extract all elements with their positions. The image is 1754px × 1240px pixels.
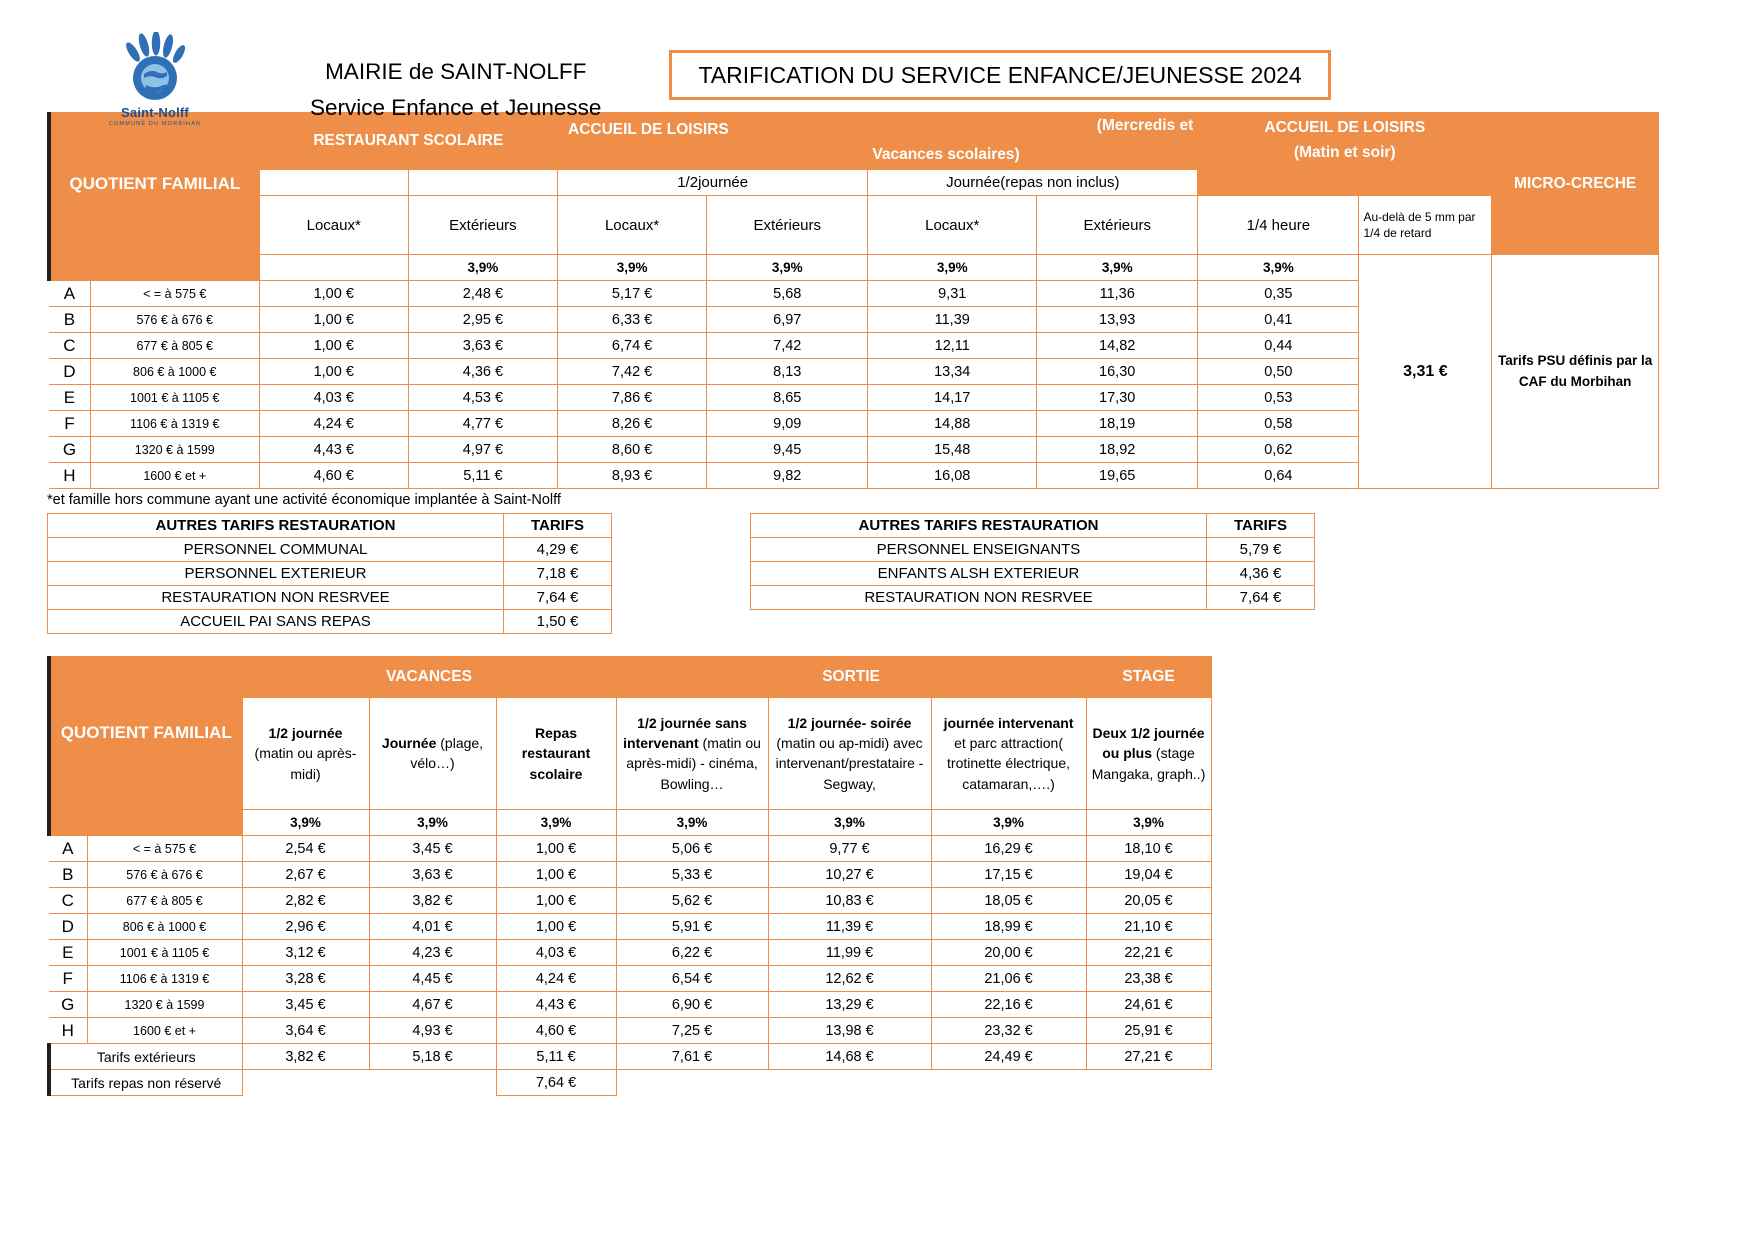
- cell-restaurant-exterieurs: 4,36 €: [408, 359, 557, 385]
- cell-vac-journee: 4,93 €: [369, 1018, 496, 1044]
- cell-sortie-intervenant: 17,15 €: [931, 862, 1086, 888]
- cell-vac-journee: 4,23 €: [369, 940, 496, 966]
- pct-quart-heure: 3,9%: [1198, 255, 1359, 281]
- pct-sortie-sans: 3,9%: [616, 810, 768, 836]
- group-loisirs-matin-soir-line2: (Matin et soir): [1293, 144, 1396, 161]
- category-letter-2: A: [49, 836, 87, 862]
- autres-right-header-row: [751, 514, 1315, 538]
- cell-sortie-sans: 5,62 €: [616, 888, 768, 914]
- cell-demi-exterieurs: 9,09: [707, 411, 868, 437]
- cell-vac-journee: 4,01 €: [369, 914, 496, 940]
- cell-sortie-intervenant: 18,99 €: [931, 914, 1086, 940]
- autres-right-row-value: 5,79 €: [1207, 538, 1315, 562]
- colhead-vac-repas: Repas restaurant scolaire: [496, 697, 616, 809]
- cell-sortie-soiree: 13,98 €: [768, 1018, 931, 1044]
- tarifs-principaux-section: [47, 112, 1754, 489]
- autres-left-row-value: 7,18 €: [504, 562, 612, 586]
- cell-quart-heure: 0,35: [1198, 281, 1359, 307]
- cell-vac-demi: 2,96 €: [242, 914, 369, 940]
- cell-restaurant-exterieurs: 5,11 €: [408, 463, 557, 489]
- cell-restaurant-locaux: 1,00 €: [259, 333, 408, 359]
- tarif-retard-value: 3,31 €: [1359, 255, 1492, 489]
- cell-journee-exterieurs: 19,65: [1037, 463, 1198, 489]
- cell-restaurant-locaux: 4,24 €: [259, 411, 408, 437]
- category-letter-2: E: [49, 940, 87, 966]
- logo-name: Saint-Nolff: [121, 105, 189, 120]
- quotient-range-2: 677 € à 805 €: [87, 888, 242, 914]
- orange-filler-3: [49, 810, 242, 836]
- ext-sortie-soiree: 14,68 €: [768, 1044, 931, 1070]
- cell-restaurant-exterieurs: 2,48 €: [408, 281, 557, 307]
- quotient-range-2: 1001 € à 1105 €: [87, 940, 242, 966]
- tarifs-principaux-table: [47, 112, 1659, 489]
- cell-sortie-sans: 7,25 €: [616, 1018, 768, 1044]
- orange-filler-2: [49, 255, 259, 281]
- tarifs-exterieurs-row: [49, 1044, 1211, 1070]
- category-letter-2: G: [49, 992, 87, 1018]
- cell-vac-repas: 4,60 €: [496, 1018, 616, 1044]
- cell-restaurant-locaux: 4,60 €: [259, 463, 408, 489]
- list-item: [751, 538, 1315, 562]
- cell-vac-demi: 2,67 €: [242, 862, 369, 888]
- footnote-text: *et famille hors commune ayant une activité économique implantée à Saint-Nolff: [47, 492, 561, 508]
- cell-sortie-intervenant: 16,29 €: [931, 836, 1086, 862]
- page-title: TARIFICATION DU SERVICE ENFANCE/JEUNESSE 2024: [698, 61, 1302, 88]
- ext-vac-journee: 5,18 €: [369, 1044, 496, 1070]
- cell-sortie-intervenant: 21,06 €: [931, 966, 1086, 992]
- colhead-stage-deux-demi: Deux 1/2 journée ou plus (stage Mangaka, graph..): [1086, 697, 1211, 809]
- cell-vac-demi: 3,45 €: [242, 992, 369, 1018]
- group-sortie: SORTIE: [616, 657, 1086, 698]
- cell-restaurant-locaux: 1,00 €: [259, 281, 408, 307]
- cell-vac-demi: 3,12 €: [242, 940, 369, 966]
- table1-percent-row: [49, 255, 1659, 281]
- autres-tarifs-left: [47, 513, 612, 634]
- autres-right-header-value: TARIFS: [1207, 514, 1315, 538]
- nr-blank-5: [931, 1070, 1086, 1096]
- cell-demi-locaux: 6,74 €: [558, 333, 707, 359]
- cell-quart-heure: 0,41: [1198, 307, 1359, 333]
- autres-tarifs-right-table: [750, 513, 1315, 610]
- category-letter-2: C: [49, 888, 87, 914]
- pct-restaurant-exterieurs: 3,9%: [408, 255, 557, 281]
- cell-sortie-intervenant: 18,05 €: [931, 888, 1086, 914]
- cell-sortie-sans: 6,22 €: [616, 940, 768, 966]
- cell-demi-exterieurs: 7,42: [707, 333, 868, 359]
- cell-demi-locaux: 8,60 €: [558, 437, 707, 463]
- cell-demi-exterieurs: 8,65: [707, 385, 868, 411]
- category-letter: C: [49, 333, 90, 359]
- cell-sortie-soiree: 12,62 €: [768, 966, 931, 992]
- cell-restaurant-exterieurs: 2,95 €: [408, 307, 557, 333]
- table-row: [49, 914, 1211, 940]
- commune-logo: [105, 32, 205, 127]
- category-letter-2: B: [49, 862, 87, 888]
- nr-blank-2: [369, 1070, 496, 1096]
- table-row: [49, 1018, 1211, 1044]
- cell-restaurant-exterieurs: 4,97 €: [408, 437, 557, 463]
- category-letter: H: [49, 463, 90, 489]
- pct-sortie-intervenant: 3,9%: [931, 810, 1086, 836]
- group-vacances: VACANCES: [242, 657, 616, 698]
- cell-sortie-intervenant: 20,00 €: [931, 940, 1086, 966]
- cell-vac-repas: 1,00 €: [496, 862, 616, 888]
- cell-vac-demi: 3,64 €: [242, 1018, 369, 1044]
- ext-vac-repas: 5,11 €: [496, 1044, 616, 1070]
- cell-sortie-intervenant: 22,16 €: [931, 992, 1086, 1018]
- quotient-range: 806 € à 1000 €: [90, 359, 259, 385]
- cell-journee-exterieurs: 11,36: [1037, 281, 1198, 307]
- colhead-restaurant-locaux: Locaux*: [259, 196, 408, 255]
- pct-journee-exterieurs: 3,9%: [1037, 255, 1198, 281]
- colhead-vac-demi-journee: 1/2 journée (matin ou après-midi): [242, 697, 369, 809]
- cell-quart-heure: 0,62: [1198, 437, 1359, 463]
- colhead-restaurant-exterieurs: Extérieurs: [408, 196, 557, 255]
- tarifs-vacances-table: [47, 656, 1212, 1096]
- nr-blank-4: [768, 1070, 931, 1096]
- cell-journee-locaux: 15,48: [868, 437, 1037, 463]
- autres-left-header-value: TARIFS: [504, 514, 612, 538]
- cell-journee-locaux: 12,11: [868, 333, 1037, 359]
- cell-vac-journee: 3,45 €: [369, 836, 496, 862]
- hand-globe-logo-icon: [113, 32, 197, 104]
- category-letter-2: D: [49, 914, 87, 940]
- group-loisirs-note-left: Vacances scolaires): [868, 113, 1037, 170]
- cell-stage: 21,10 €: [1086, 914, 1211, 940]
- ext-sortie-intervenant: 24,49 €: [931, 1044, 1086, 1070]
- pct-stage: 3,9%: [1086, 810, 1211, 836]
- autres-left-row-value: 1,50 €: [504, 610, 612, 634]
- category-letter: B: [49, 307, 90, 333]
- table-row: [49, 888, 1211, 914]
- colhead-quart-heure: 1/4 heure: [1198, 196, 1359, 255]
- colhead-demi-exterieurs: Extérieurs: [707, 196, 868, 255]
- quotient-range-2: 1106 € à 1319 €: [87, 966, 242, 992]
- pct-vac-demi: 3,9%: [242, 810, 369, 836]
- autres-right-row-label: PERSONNEL ENSEIGNANTS: [751, 538, 1207, 562]
- cell-vac-repas: 1,00 €: [496, 888, 616, 914]
- colhead-journee-exterieurs: Extérieurs: [1037, 196, 1198, 255]
- pct-vac-repas: 3,9%: [496, 810, 616, 836]
- table-row: [49, 992, 1211, 1018]
- cell-demi-exterieurs: 9,45: [707, 437, 868, 463]
- category-letter-2: F: [49, 966, 87, 992]
- quotient-range-2: 1600 € et +: [87, 1018, 242, 1044]
- cell-demi-locaux: 8,93 €: [558, 463, 707, 489]
- cell-sortie-soiree: 13,29 €: [768, 992, 931, 1018]
- category-letter: E: [49, 385, 90, 411]
- cell-quart-heure: 0,64: [1198, 463, 1359, 489]
- pct-vac-journee: 3,9%: [369, 810, 496, 836]
- pct-demi-exterieurs: 3,9%: [707, 255, 868, 281]
- cell-sortie-sans: 5,06 €: [616, 836, 768, 862]
- colhead-vac-journee: Journée (plage, vélo…): [369, 697, 496, 809]
- cell-vac-demi: 2,82 €: [242, 888, 369, 914]
- cell-sortie-sans: 5,33 €: [616, 862, 768, 888]
- cell-journee-locaux: 9,31: [868, 281, 1037, 307]
- category-letter: A: [49, 281, 90, 307]
- cell-stage: 20,05 €: [1086, 888, 1211, 914]
- autres-left-row-value: 7,64 €: [504, 586, 612, 610]
- cell-vac-journee: 4,45 €: [369, 966, 496, 992]
- autres-left-row-label: ACCUEIL PAI SANS REPAS: [48, 610, 504, 634]
- colhead-demi-locaux: Locaux*: [558, 196, 707, 255]
- autres-right-row-value: 4,36 €: [1207, 562, 1315, 586]
- category-letter: D: [49, 359, 90, 385]
- cell-sortie-sans: 6,54 €: [616, 966, 768, 992]
- cell-vac-repas: 4,43 €: [496, 992, 616, 1018]
- table2-group-row: [49, 657, 1211, 698]
- nr-blank-1: [242, 1070, 369, 1096]
- autres-left-header-label: AUTRES TARIFS RESTAURATION: [48, 514, 504, 538]
- quotient-range: 1320 € à 1599: [90, 437, 259, 463]
- cell-demi-exterieurs: 9,82: [707, 463, 868, 489]
- blank-cell-1: [259, 170, 408, 196]
- group-micro-creche: MICRO-CRECHE: [1492, 113, 1659, 255]
- blank-cell-2: [408, 170, 557, 196]
- autres-tarifs-right: [750, 513, 1315, 634]
- tarifs-vacances-section: [47, 656, 1754, 1096]
- cell-vac-repas: 4,24 €: [496, 966, 616, 992]
- group-loisirs-note-right: (Mercredis et: [1037, 113, 1198, 170]
- cell-sortie-soiree: 11,39 €: [768, 914, 931, 940]
- cell-quart-heure: 0,53: [1198, 385, 1359, 411]
- autres-tarifs-left-table: [47, 513, 612, 634]
- orange-filler-1: [1198, 170, 1492, 196]
- group-restaurant-scolaire: RESTAURANT SCOLAIRE: [259, 113, 557, 170]
- tarifs-repas-non-reserve-label: Tarifs repas non réservé: [49, 1070, 242, 1096]
- category-letter: F: [49, 411, 90, 437]
- logo-tagline: COMMUNE DU MORBIHAN: [108, 121, 202, 127]
- cell-demi-exterieurs: 5,68: [707, 281, 868, 307]
- cell-quart-heure: 0,44: [1198, 333, 1359, 359]
- cell-journee-locaux: 14,88: [868, 411, 1037, 437]
- cell-restaurant-locaux: 1,00 €: [259, 307, 408, 333]
- list-item: [48, 538, 612, 562]
- table1-colhead-row: [49, 196, 1659, 255]
- ext-vac-demi: 3,82 €: [242, 1044, 369, 1070]
- autres-right-header-label: AUTRES TARIFS RESTAURATION: [751, 514, 1207, 538]
- cell-demi-locaux: 7,42 €: [558, 359, 707, 385]
- cell-sortie-soiree: 9,77 €: [768, 836, 931, 862]
- table-row: [49, 836, 1211, 862]
- cell-vac-journee: 4,67 €: [369, 992, 496, 1018]
- cell-journee-locaux: 16,08: [868, 463, 1037, 489]
- cell-journee-exterieurs: 18,92: [1037, 437, 1198, 463]
- group-stage: STAGE: [1086, 657, 1211, 698]
- pct-demi-locaux: 3,9%: [558, 255, 707, 281]
- quotient-range: 1001 € à 1105 €: [90, 385, 259, 411]
- cell-sortie-sans: 6,90 €: [616, 992, 768, 1018]
- tarifs-exterieurs-label: Tarifs extérieurs: [49, 1044, 242, 1070]
- list-item: [751, 562, 1315, 586]
- cell-journee-exterieurs: 14,82: [1037, 333, 1198, 359]
- cell-demi-locaux: 8,26 €: [558, 411, 707, 437]
- autres-right-row-label: ENFANTS ALSH EXTERIEUR: [751, 562, 1207, 586]
- cell-journee-locaux: 14,17: [868, 385, 1037, 411]
- colhead-retard: Au-delà de 5 mm par 1/4 de retard: [1359, 196, 1492, 255]
- autres-right-row-label: RESTAURATION NON RESRVEE: [751, 586, 1207, 610]
- autres-left-row-label: PERSONNEL COMMUNAL: [48, 538, 504, 562]
- quotient-range-2: 806 € à 1000 €: [87, 914, 242, 940]
- quotient-range: < = à 575 €: [90, 281, 259, 307]
- autres-left-row-label: RESTAURATION NON RESRVEE: [48, 586, 504, 610]
- cell-journee-exterieurs: 18,19: [1037, 411, 1198, 437]
- cell-vac-journee: 3,63 €: [369, 862, 496, 888]
- autres-left-header-row: [48, 514, 612, 538]
- cell-journee-exterieurs: 13,93: [1037, 307, 1198, 333]
- micro-creche-text: Tarifs PSU définis par la CAF du Morbihan: [1492, 255, 1659, 489]
- colhead-sortie-soiree: 1/2 journée- soirée (matin ou ap-midi) avec intervenant/prestataire - Segway,: [768, 697, 931, 809]
- list-item: [48, 562, 612, 586]
- table1-subhead-row: [49, 170, 1659, 196]
- cell-demi-exterieurs: 6,97: [707, 307, 868, 333]
- category-letter: G: [49, 437, 90, 463]
- table-row: [49, 940, 1211, 966]
- cell-sortie-soiree: 10,27 €: [768, 862, 931, 888]
- quotient-familial-header-2: QUOTIENT FAMILIAL: [49, 657, 242, 810]
- mairie-name: MAIRIE de SAINT-NOLFF: [325, 59, 587, 84]
- quotient-range-2: 576 € à 676 €: [87, 862, 242, 888]
- cell-stage: 23,38 €: [1086, 966, 1211, 992]
- cell-vac-demi: 2,54 €: [242, 836, 369, 862]
- pct-blank: [259, 255, 408, 281]
- nr-blank-3: [616, 1070, 768, 1096]
- group-loisirs-matin-soir-line1: ACCUEIL DE LOISIRS: [1264, 119, 1426, 137]
- cell-restaurant-exterieurs: 4,53 €: [408, 385, 557, 411]
- category-letter-2: H: [49, 1018, 87, 1044]
- colhead-sortie-journee-intervenant: journée intervenant et parc attraction( trotinette électrique, catamaran,….): [931, 697, 1086, 809]
- table-row: [49, 862, 1211, 888]
- cell-stage: 25,91 €: [1086, 1018, 1211, 1044]
- cell-restaurant-exterieurs: 4,77 €: [408, 411, 557, 437]
- cell-demi-locaux: 5,17 €: [558, 281, 707, 307]
- group-accueil-loisirs: ACCUEIL DE LOISIRS: [558, 113, 868, 170]
- list-item: [751, 586, 1315, 610]
- list-item: [48, 610, 612, 634]
- subhead-demi-journee: 1/2journée: [558, 170, 868, 196]
- cell-restaurant-exterieurs: 3,63 €: [408, 333, 557, 359]
- cell-journee-locaux: 13,34: [868, 359, 1037, 385]
- cell-demi-exterieurs: 8,13: [707, 359, 868, 385]
- cell-restaurant-locaux: 4,43 €: [259, 437, 408, 463]
- autres-left-row-value: 4,29 €: [504, 538, 612, 562]
- nr-blank-6: [1086, 1070, 1211, 1096]
- nr-vac-repas: 7,64 €: [496, 1070, 616, 1096]
- quotient-range: 677 € à 805 €: [90, 333, 259, 359]
- list-item: [48, 586, 612, 610]
- cell-stage: 19,04 €: [1086, 862, 1211, 888]
- cell-demi-locaux: 6,33 €: [558, 307, 707, 333]
- cell-vac-repas: 1,00 €: [496, 836, 616, 862]
- cell-sortie-sans: 5,91 €: [616, 914, 768, 940]
- ext-sortie-sans: 7,61 €: [616, 1044, 768, 1070]
- cell-journee-exterieurs: 17,30: [1037, 385, 1198, 411]
- table1-group-row: [49, 113, 1659, 170]
- subhead-journee: Journée(repas non inclus): [868, 170, 1198, 196]
- ext-stage: 27,21 €: [1086, 1044, 1211, 1070]
- cell-vac-demi: 3,28 €: [242, 966, 369, 992]
- cell-stage: 24,61 €: [1086, 992, 1211, 1018]
- autres-right-row-value: 7,64 €: [1207, 586, 1315, 610]
- quotient-range-2: 1320 € à 1599: [87, 992, 242, 1018]
- colhead-journee-locaux: Locaux*: [868, 196, 1037, 255]
- cell-quart-heure: 0,58: [1198, 411, 1359, 437]
- mairie-service: Service Enfance et Jeunesse: [310, 95, 602, 120]
- cell-quart-heure: 0,50: [1198, 359, 1359, 385]
- cell-journee-locaux: 11,39: [868, 307, 1037, 333]
- cell-sortie-intervenant: 23,32 €: [931, 1018, 1086, 1044]
- cell-stage: 18,10 €: [1086, 836, 1211, 862]
- colhead-sortie-sans-intervenant: 1/2 journée sans intervenant (matin ou après-midi) - cinéma, Bowling…: [616, 697, 768, 809]
- cell-restaurant-locaux: 4,03 €: [259, 385, 408, 411]
- quotient-range: 576 € à 676 €: [90, 307, 259, 333]
- tarifs-repas-non-reserve-row: [49, 1070, 1211, 1096]
- table2-percent-row: [49, 810, 1211, 836]
- table-row: [49, 966, 1211, 992]
- cell-sortie-soiree: 11,99 €: [768, 940, 931, 966]
- cell-stage: 22,21 €: [1086, 940, 1211, 966]
- cell-demi-locaux: 7,86 €: [558, 385, 707, 411]
- autres-tarifs-section: [0, 513, 1754, 634]
- document-title-box: [669, 50, 1330, 100]
- cell-sortie-soiree: 10,83 €: [768, 888, 931, 914]
- cell-journee-exterieurs: 16,30: [1037, 359, 1198, 385]
- quotient-range: 1600 € et +: [90, 463, 259, 489]
- quotient-range-2: < = à 575 €: [87, 836, 242, 862]
- cell-vac-journee: 3,82 €: [369, 888, 496, 914]
- mairie-heading: [310, 32, 601, 126]
- cell-restaurant-locaux: 1,00 €: [259, 359, 408, 385]
- cell-vac-repas: 1,00 €: [496, 914, 616, 940]
- quotient-range: 1106 € à 1319 €: [90, 411, 259, 437]
- autres-left-row-label: PERSONNEL EXTERIEUR: [48, 562, 504, 586]
- pct-journee-locaux: 3,9%: [868, 255, 1037, 281]
- pct-sortie-soiree: 3,9%: [768, 810, 931, 836]
- cell-vac-repas: 4,03 €: [496, 940, 616, 966]
- quotient-familial-header: QUOTIENT FAMILIAL: [49, 113, 259, 255]
